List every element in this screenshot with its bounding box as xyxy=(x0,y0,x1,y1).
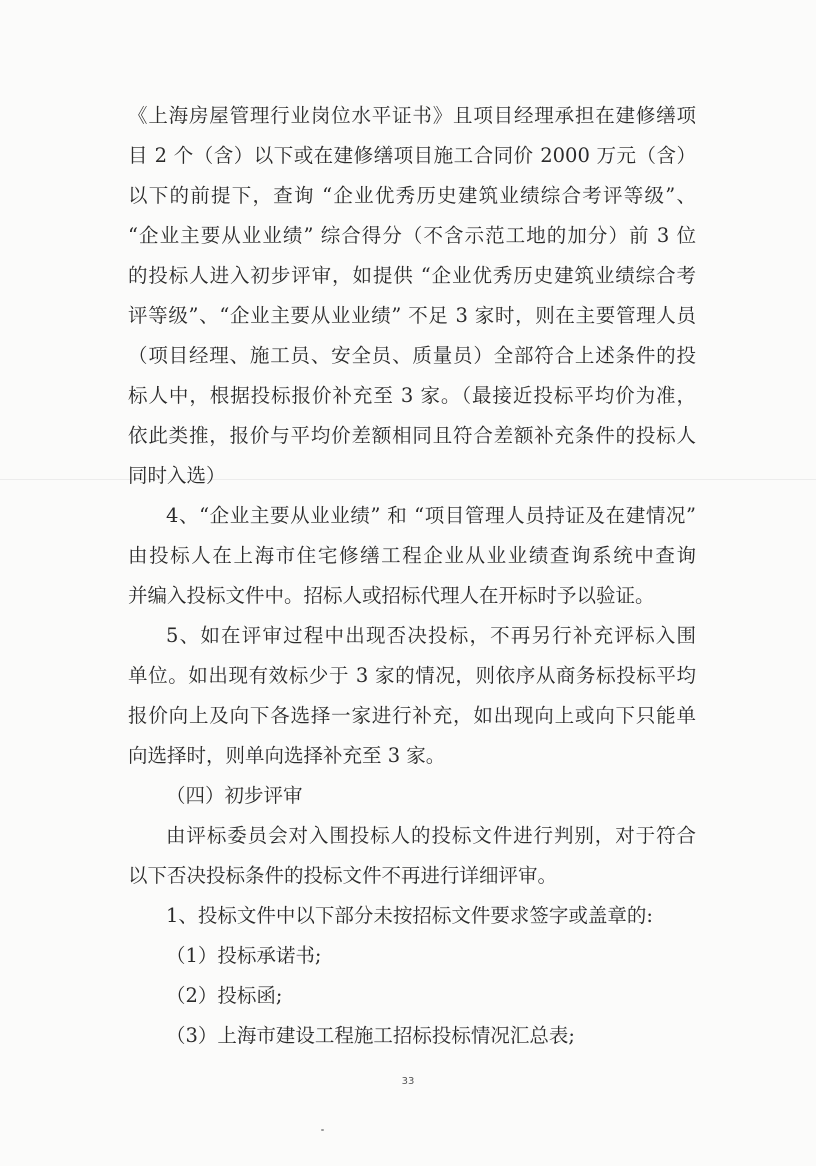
sub-item-1: （1）投标承诺书; xyxy=(166,944,322,967)
text-line: 由投标人在上海市住宅修缮工程企业从业业绩查询系统中查询 xyxy=(128,544,696,567)
text-line: 以下的前提下，查询 “企业优秀历史建筑业绩综合考评等级”、 xyxy=(128,184,696,207)
text-line-item-1: 1、投标文件中以下部分未按招标文件要求签字或盖章的: xyxy=(166,904,653,927)
text-line: 报价向上及向下各选择一家进行补充，如出现向上或向下只能单 xyxy=(128,704,696,727)
text-line-item-4: 4、“企业主要从业业绩” 和 “项目管理人员持证及在建情况” xyxy=(166,504,696,527)
text-line: 评等级”、“企业主要从业业绩” 不足 3 家时，则在主要管理人员 xyxy=(128,304,696,327)
body-text xyxy=(128,96,696,1056)
text-line: 单位。如出现有效标少于 3 家的情况，则依序从商务标投标平均 xyxy=(128,664,696,687)
text-line: 的投标人进入初步评审，如提供 “企业优秀历史建筑业绩综合考 xyxy=(128,264,696,287)
text-line: “企业主要从业业绩” 综合得分（不含示范工地的加分）前 3 位 xyxy=(128,224,696,247)
text-line: 向选择时，则单向选择补充至 3 家。 xyxy=(128,744,446,767)
scan-speck xyxy=(321,1129,324,1131)
text-line: 以下否决投标条件的投标文件不再进行详细评审。 xyxy=(128,864,558,887)
text-line: 目 2 个（含）以下或在建修缮项目施工合同价 2000 万元（含） xyxy=(128,144,696,167)
text-line: 由评标委员会对入围投标人的投标文件进行判别，对于符合 xyxy=(166,824,696,847)
text-line: 同时入选） xyxy=(128,464,226,487)
text-line-item-5: 5、如在评审过程中出现否决投标，不再另行补充评标入围 xyxy=(166,624,696,647)
page-number: 33 xyxy=(401,1076,415,1087)
section-heading: （四）初步评审 xyxy=(166,784,303,807)
text-line: 《上海房屋管理行业岗位水平证书》且项目经理承担在建修缮项 xyxy=(128,104,696,127)
text-line: 标人中，根据投标报价补充至 3 家。（最接近投标平均价为准， xyxy=(128,384,696,407)
text-line: （项目经理、施工员、安全员、质量员）全部符合上述条件的投 xyxy=(128,344,696,367)
sub-item-3: （3）上海市建设工程施工招标投标情况汇总表; xyxy=(166,1024,575,1047)
text-line: 依此类推，报价与平均价差额相同且符合差额补充条件的投标人 xyxy=(128,424,696,447)
text-line: 并编入投标文件中。招标人或招标代理人在开标时予以验证。 xyxy=(128,584,655,607)
sub-item-2: （2）投标函; xyxy=(166,984,283,1007)
